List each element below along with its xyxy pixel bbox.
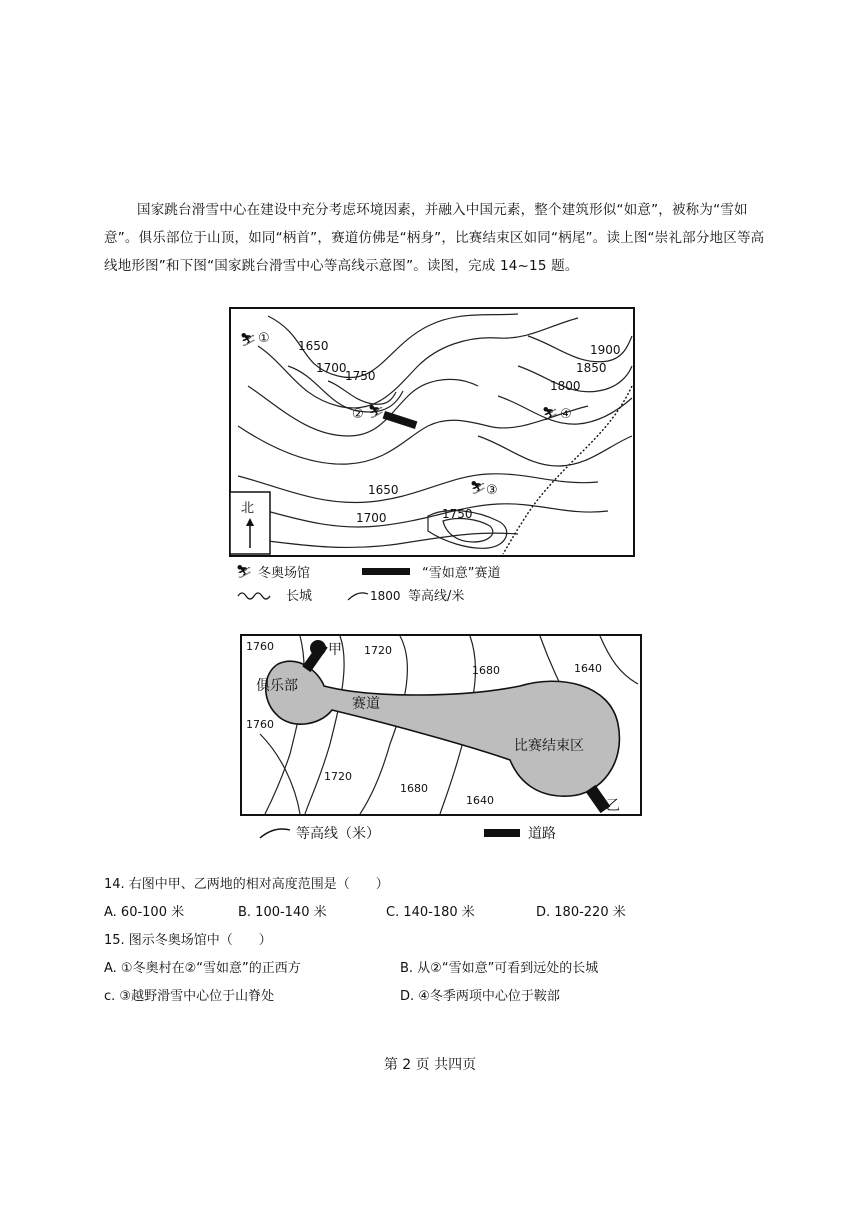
contour-label: 1750	[345, 369, 376, 383]
legend-contour: 等高线/米	[408, 589, 465, 604]
q14-option-a[interactable]: A. 60-100 米	[104, 905, 185, 920]
contour-label: 1760	[246, 718, 274, 731]
contour-label: 1720	[364, 644, 392, 657]
ski-jump-centre-map	[240, 634, 644, 846]
map1-legend	[236, 565, 500, 604]
road-legend-swatch	[484, 829, 520, 837]
label-track: 赛道	[352, 696, 380, 712]
q15-option-d[interactable]: D. ④冬季两项中心位于鞍部	[400, 989, 560, 1004]
contour-label: 1700	[356, 511, 387, 525]
contour-label: 1750	[442, 507, 473, 521]
contour-label: 1760	[246, 640, 274, 653]
label-jia: 甲	[328, 642, 342, 658]
skier-icon: ⛷	[236, 565, 253, 580]
label-club: 俱乐部	[256, 678, 298, 694]
contour-legend-swatch	[348, 593, 368, 600]
contour-map-chongli	[228, 306, 642, 616]
contour-legend-swatch	[260, 829, 290, 838]
q15-option-c[interactable]: c. ③越野滑雪中心位于山脊处	[104, 989, 275, 1004]
contour-label: 1640	[466, 794, 494, 807]
legend-wall: 长城	[286, 589, 313, 604]
venue-marker: ②	[352, 407, 364, 422]
skier-icon: ⛷	[542, 407, 559, 422]
venue-marker: ③	[486, 483, 498, 498]
q15-option-b[interactable]: B. 从②“雪如意”可看到远处的长城	[400, 961, 599, 976]
skier-icon: ⛷	[240, 333, 257, 348]
contour-labels	[298, 339, 621, 525]
label-yi: 乙	[606, 798, 620, 814]
q14-option-d[interactable]: D. 180-220 米	[536, 905, 626, 920]
contour-label: 1680	[472, 664, 500, 677]
q14-option-b[interactable]: B. 100-140 米	[238, 905, 327, 920]
north-label: 北	[241, 501, 255, 516]
q15-option-a[interactable]: A. ①冬奥村在②“雪如意”的正西方	[104, 961, 301, 976]
intro-paragraph	[104, 196, 776, 280]
legend-contour-value: 1800	[370, 589, 401, 603]
legend-road: 道路	[528, 826, 556, 842]
contour-label: 1900	[590, 343, 621, 357]
map2-legend	[260, 825, 556, 842]
contour-label: 1720	[324, 770, 352, 783]
contour-label: 1850	[576, 361, 607, 375]
legend-contour: 等高线（米）	[296, 826, 380, 842]
skier-icon: ⛷	[368, 405, 385, 420]
venue-markers	[240, 331, 572, 498]
q14-stem: 14. 右图中甲、乙两地的相对高度范围是（ ）	[104, 877, 389, 892]
contour-label: 1800	[550, 379, 581, 393]
q14-option-c[interactable]: C. 140-180 米	[386, 905, 475, 920]
skier-icon: ⛷	[470, 481, 487, 496]
legend-venue: 冬奥场馆	[258, 566, 311, 581]
north-arrow	[230, 492, 270, 554]
q15-stem: 15. 图示冬奥场馆中（ ）	[104, 933, 272, 948]
contour-label: 1640	[574, 662, 602, 675]
contour-label: 1650	[298, 339, 329, 353]
contour-label: 1650	[368, 483, 399, 497]
track-legend-swatch	[362, 568, 410, 575]
wall-legend-swatch	[238, 593, 270, 599]
venue-marker: ④	[560, 407, 572, 422]
contour-label: 1680	[400, 782, 428, 795]
intro-text: 国家跳台滑雪中心在建设中充分考虑环境因素，并融入中国元素，整个建筑形似“如意”，被称为“雪如意”。俱乐部位于山顶，如同“柄首”，赛道仿佛是“柄身”，比赛结束区如同“柄尾”。读上图“崇礼部分地区等高线地形图”和下图“国家跳台滑雪中心等高线示意图”。读图，完成 14~15 题。	[104, 202, 765, 274]
page-footer: 第 2 页 共四页	[383, 1057, 477, 1073]
venue-marker: ①	[258, 331, 270, 346]
legend-track: “雪如意”赛道	[422, 566, 501, 581]
label-finish: 比赛结束区	[514, 738, 584, 754]
snow-ruyi-track	[383, 411, 418, 429]
contour-label: 1700	[316, 361, 347, 375]
